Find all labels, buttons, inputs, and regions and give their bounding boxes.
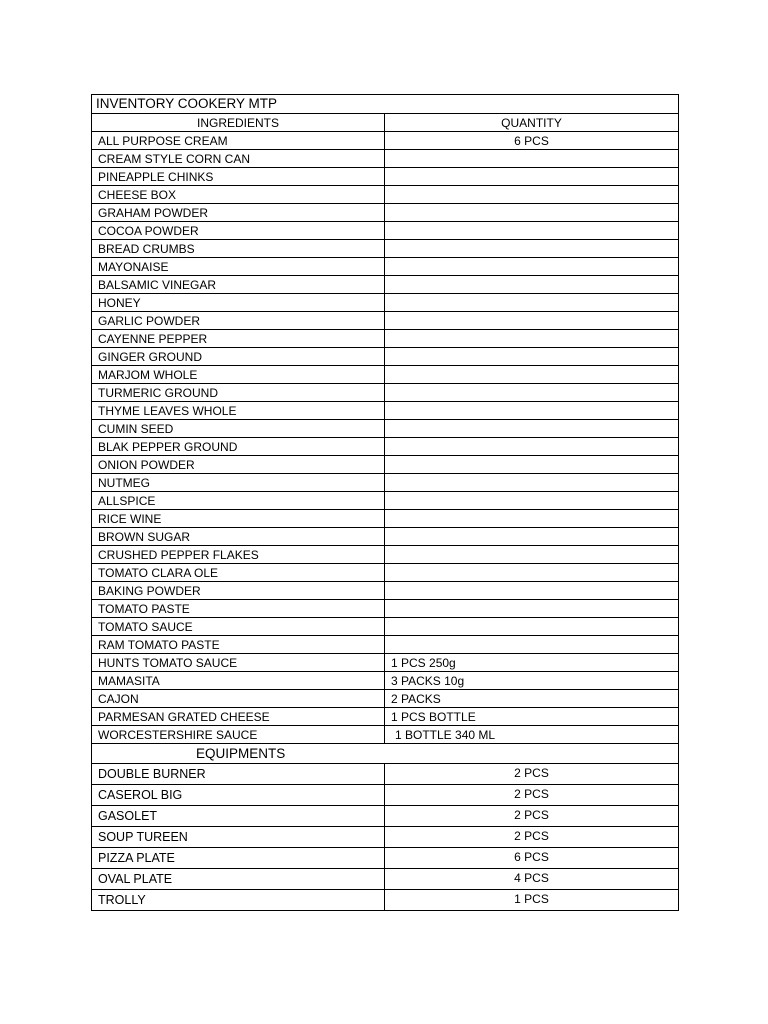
ingredient-row <box>92 294 679 312</box>
inventory-table <box>91 94 679 911</box>
item-name: MARJOM WHOLE <box>92 366 385 384</box>
item-quantity <box>385 240 679 258</box>
ingredient-row <box>92 582 679 600</box>
item-name: RAM TOMATO PASTE <box>92 636 385 654</box>
equipment-row <box>92 785 679 806</box>
item-quantity <box>385 150 679 168</box>
item-name: BLAK PEPPER GROUND <box>92 438 385 456</box>
ingredient-row <box>92 276 679 294</box>
ingredient-row <box>92 204 679 222</box>
item-name: ALL PURPOSE CREAM <box>92 132 385 150</box>
item-quantity <box>385 564 679 582</box>
item-quantity <box>385 312 679 330</box>
item-quantity: 1 PCS BOTTLE <box>385 708 679 726</box>
item-quantity: 4 PCS <box>385 869 679 890</box>
item-name: TROLLY <box>92 890 385 911</box>
item-quantity <box>385 600 679 618</box>
item-quantity <box>385 330 679 348</box>
ingredient-row <box>92 438 679 456</box>
item-quantity: 1 PCS 250g <box>385 654 679 672</box>
item-name: GARLIC POWDER <box>92 312 385 330</box>
ingredient-row <box>92 222 679 240</box>
item-quantity <box>385 402 679 420</box>
ingredient-row <box>92 546 679 564</box>
item-quantity <box>385 384 679 402</box>
ingredient-row <box>92 168 679 186</box>
item-quantity <box>385 276 679 294</box>
item-quantity <box>385 492 679 510</box>
item-name: BAKING POWDER <box>92 582 385 600</box>
ingredient-row <box>92 672 679 690</box>
item-quantity <box>385 186 679 204</box>
ingredient-row <box>92 132 679 150</box>
ingredient-row <box>92 348 679 366</box>
ingredient-row <box>92 384 679 402</box>
item-quantity <box>385 546 679 564</box>
ingredient-row <box>92 186 679 204</box>
item-name: CRUSHED PEPPER FLAKES <box>92 546 385 564</box>
equipment-row <box>92 890 679 911</box>
item-quantity: 2 PCS <box>385 764 679 785</box>
item-name: GRAHAM POWDER <box>92 204 385 222</box>
item-name: ALLSPICE <box>92 492 385 510</box>
item-name: CHEESE BOX <box>92 186 385 204</box>
item-name: OVAL PLATE <box>92 869 385 890</box>
item-name: BREAD CRUMBS <box>92 240 385 258</box>
item-quantity <box>385 366 679 384</box>
item-name: GINGER GROUND <box>92 348 385 366</box>
ingredient-row <box>92 258 679 276</box>
item-name: GASOLET <box>92 806 385 827</box>
equipments-title: EQUIPMENTS <box>92 744 679 764</box>
item-name: TOMATO SAUCE <box>92 618 385 636</box>
item-name: THYME LEAVES WHOLE <box>92 402 385 420</box>
item-quantity <box>385 456 679 474</box>
ingredient-row <box>92 420 679 438</box>
item-name: COCOA POWDER <box>92 222 385 240</box>
item-name: CAJON <box>92 690 385 708</box>
quantity-header: QUANTITY <box>385 114 679 132</box>
item-name: CUMIN SEED <box>92 420 385 438</box>
item-name: BROWN SUGAR <box>92 528 385 546</box>
title-row <box>92 95 679 114</box>
item-name: BALSAMIC VINEGAR <box>92 276 385 294</box>
equipment-row <box>92 869 679 890</box>
equipment-row <box>92 827 679 848</box>
item-name: PIZZA PLATE <box>92 848 385 869</box>
ingredient-row <box>92 636 679 654</box>
item-name: CREAM STYLE CORN CAN <box>92 150 385 168</box>
equipment-row <box>92 806 679 827</box>
ingredient-row <box>92 402 679 420</box>
item-quantity <box>385 474 679 492</box>
header-row <box>92 114 679 132</box>
ingredient-row <box>92 600 679 618</box>
item-name: ONION POWDER <box>92 456 385 474</box>
item-quantity: 2 PCS <box>385 827 679 848</box>
inventory-sheet <box>91 94 678 911</box>
ingredient-row <box>92 330 679 348</box>
item-quantity <box>385 510 679 528</box>
item-quantity <box>385 438 679 456</box>
item-quantity <box>385 582 679 600</box>
item-name: MAMASITA <box>92 672 385 690</box>
ingredient-row <box>92 150 679 168</box>
item-name: TOMATO CLARA OLE <box>92 564 385 582</box>
item-name: NUTMEG <box>92 474 385 492</box>
item-quantity <box>385 348 679 366</box>
item-name: PINEAPPLE CHINKS <box>92 168 385 186</box>
item-name: MAYONAISE <box>92 258 385 276</box>
item-quantity <box>385 420 679 438</box>
ingredient-row <box>92 654 679 672</box>
ingredient-row <box>92 690 679 708</box>
ingredient-row <box>92 618 679 636</box>
item-quantity: 3 PACKS 10g <box>385 672 679 690</box>
item-name: SOUP TUREEN <box>92 827 385 848</box>
ingredient-row <box>92 456 679 474</box>
item-quantity: 6 PCS <box>385 132 679 150</box>
item-quantity: 1 BOTTLE 340 ML <box>385 726 679 744</box>
item-quantity <box>385 204 679 222</box>
item-name: CASEROL BIG <box>92 785 385 806</box>
item-name: DOUBLE BURNER <box>92 764 385 785</box>
item-quantity: 6 PCS <box>385 848 679 869</box>
item-quantity: 1 PCS <box>385 890 679 911</box>
ingredients-header: INGREDIENTS <box>92 114 385 132</box>
item-name: TOMATO PASTE <box>92 600 385 618</box>
ingredient-row <box>92 366 679 384</box>
inventory-title: INVENTORY COOKERY MTP <box>92 95 679 114</box>
item-quantity <box>385 636 679 654</box>
item-quantity: 2 PCS <box>385 785 679 806</box>
ingredient-row <box>92 510 679 528</box>
item-name: RICE WINE <box>92 510 385 528</box>
item-name: HONEY <box>92 294 385 312</box>
item-name: PARMESAN GRATED CHEESE <box>92 708 385 726</box>
ingredient-row <box>92 726 679 744</box>
ingredient-row <box>92 312 679 330</box>
item-name: TURMERIC GROUND <box>92 384 385 402</box>
equipment-row <box>92 764 679 785</box>
item-quantity <box>385 618 679 636</box>
ingredient-row <box>92 492 679 510</box>
item-quantity: 2 PCS <box>385 806 679 827</box>
item-quantity <box>385 222 679 240</box>
item-name: HUNTS TOMATO SAUCE <box>92 654 385 672</box>
ingredient-row <box>92 240 679 258</box>
equipments-title-row <box>92 744 679 764</box>
ingredient-row <box>92 528 679 546</box>
ingredient-row <box>92 708 679 726</box>
item-name: CAYENNE PEPPER <box>92 330 385 348</box>
equipment-row <box>92 848 679 869</box>
item-name: WORCESTERSHIRE SAUCE <box>92 726 385 744</box>
item-quantity: 2 PACKS <box>385 690 679 708</box>
ingredient-row <box>92 564 679 582</box>
item-quantity <box>385 528 679 546</box>
ingredient-row <box>92 474 679 492</box>
item-quantity <box>385 258 679 276</box>
item-quantity <box>385 294 679 312</box>
item-quantity <box>385 168 679 186</box>
